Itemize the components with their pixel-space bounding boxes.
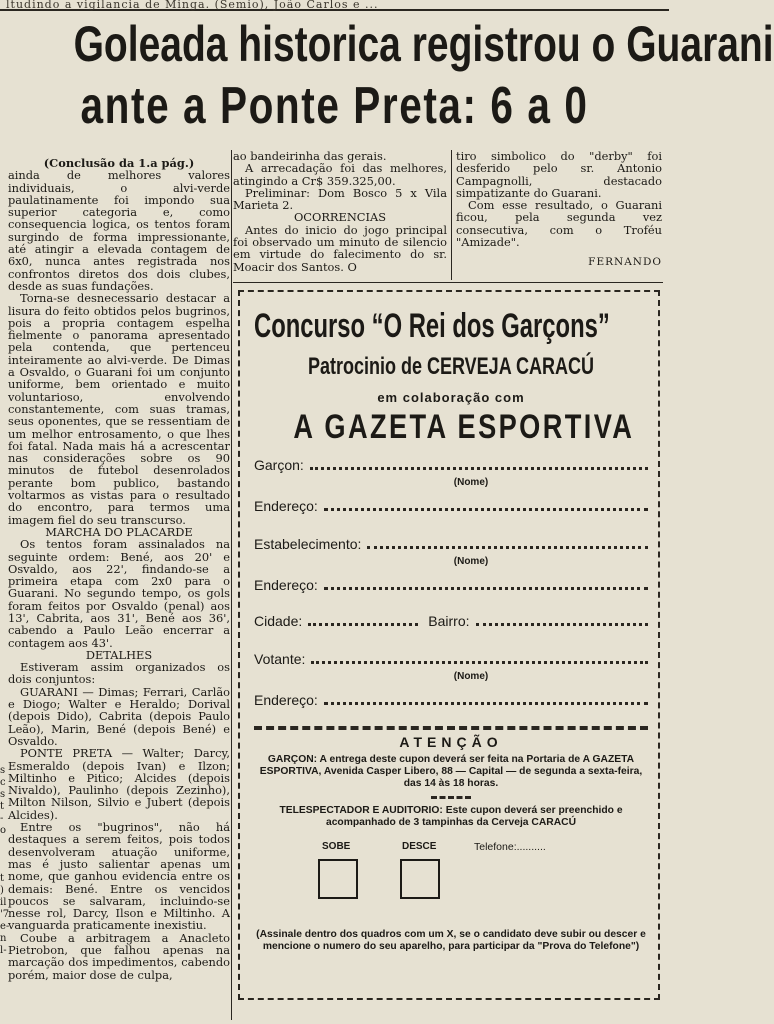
paragraph: ao bandeirinha das gerais. [233, 149, 387, 163]
paragraph: ainda de melhores valores individuais, o alvi-verde paulatinamente foi impondo sua superior categoria e, como consequencia logica, os tentos foram surgindo de forma impressionante, até atingir a elevada contagem de 6x0, nunca antes registrada nos confrontos diretos dos dois clubes, desde as suas fundações. [8, 168, 230, 293]
section-rule [233, 282, 663, 283]
endereco-input-line[interactable] [324, 499, 648, 511]
nome-hint: (Nome) [453, 477, 489, 488]
garcon-input-line[interactable] [310, 458, 648, 470]
article-column-3 [456, 150, 662, 269]
estabelecimento-label: Estabelecimento: [254, 536, 362, 552]
headline-line-2: ante a Ponte Preta: 6 a 0 [80, 77, 589, 135]
section-heading-ocorrencias: OCORRENCIAS [293, 210, 387, 225]
vote-boxes [254, 841, 648, 921]
coupon-footnote: (Assinale dentro dos quadros com um X, se o candidato deve subir ou descer e mencione o numero do seu aparelho, para participar da "Prova do Telefone") [256, 929, 646, 952]
lineup-guarani: GUARANI — Dimas; Ferrari, Carlão e Diogo; Walter e Heraldo; Dorival (depois Dido), Cabrita (depois Paulo Leão), Marin, Bené (depois Bené) e Osvaldo. [8, 684, 230, 748]
estabelecimento-input-line[interactable] [367, 537, 648, 549]
votante-field[interactable] [254, 651, 648, 673]
desce-label: DESCE [402, 841, 437, 852]
coupon-paper-name: A GAZETA ESPORTIVA [293, 408, 635, 446]
endereco-input-line[interactable] [324, 693, 648, 705]
telespectador-instructions: TELESPECTADOR E AUDITORIO: Este cupon deverá ser preenchido e acompanhado de 3 tampinhas da Cerveja CARACÚ [279, 805, 623, 828]
votante-input-line[interactable] [311, 652, 648, 664]
coupon-divider [254, 726, 648, 730]
paragraph: Coube a arbitragem a Anacleto Pietrobon, que falhou apenas na marcação dos impedimentos, cabendo porém, maior dose de culpa, [8, 930, 230, 982]
endereco-label: Endereço: [254, 498, 318, 514]
cidade-input-line[interactable] [308, 614, 418, 626]
headline-line-1: Goleada historica registrou o Guarani [73, 16, 774, 72]
endereco-field[interactable] [254, 692, 648, 714]
endereco-label: Endereço: [254, 577, 318, 593]
paragraph: tiro simbolico do "derby" foi desferido pelo sr. Antonio Campagnolli, destacado simpatizante do Guarani. [456, 149, 662, 200]
section-heading-marcha: MARCHA DO PLACARDE [45, 524, 193, 539]
sobe-label: SOBE [322, 841, 351, 852]
estabelecimento-field[interactable] [254, 536, 648, 558]
paragraph: Entre os "bugrinos", não há destaques a serem feitos, pois todos desenvolveram atuação uniforme, mas é justo salientar apenas um nome, que ganhou evidencia entre os demais: Bené. Entre os vencidos poucos se salvaram, incluindo-se nesse rol, Darcy, Ilson e Miltinho. A vanguarda praticamente inexistiu. [8, 820, 230, 933]
lineup-ponte-preta: PONTE PRETA — Walter; Darcy, Esmeraldo (depois Ivan) e Ilzon; Miltinho e Pitico; Alcides (depois Nivaldo), Paulinho (depois Zezinho), Milton Nilson, Silvio e Jubert (depois Alcides). [8, 746, 230, 822]
garcon-instructions: GARÇON: A entrega deste cupon deverá ser feita na Portaria de A GAZETA ESPORTIVA, Avenida Casper Libero, 88 — Capital — de segunda a sexta-feira, das 14 às 18 horas. [259, 754, 643, 789]
paragraph: Torna-se desnecessario destacar a lisura do feito obtidos pelos bugrinos, pois a propria contagem espelha fielmente o panorama apresentado pela contenda, que pertenceu inteiramente ao alvi-verde. De Dimas a Osvaldo, o Guarani foi um conjunto uniforme, bem orientado e muito voluntarioso, envolvendo constantemente, com suas tramas, seus oponentes, que se ressentiam de um melhor entrosamento, o que lhes foi fatal. Nada mais há a acrescentar nas considerações sobre os 90 minutos de futebol desenrolados perante bom publico, bastando voltarmos as vistas para o resultado do encontro, para termos uma imagem fiel do seu transcurso. [8, 291, 230, 527]
author-signature: FERNANDO [588, 256, 662, 269]
coupon-sponsor: Patrocinio de CERVEJA CARACÚ [307, 353, 595, 380]
endereco-input-line[interactable] [324, 578, 648, 590]
left-margin-fragments: s c s t - o t ) il '7 e- n l- [0, 765, 10, 956]
nome-hint: (Nome) [453, 556, 489, 567]
garcon-label: Garçon: [254, 457, 304, 473]
telefone-field[interactable]: Telefone:.......... [474, 841, 546, 853]
small-divider [431, 796, 471, 799]
conclusion-note: (Conclusão da 1.a pág.) [43, 156, 195, 170]
atencao-heading: ATENÇÃO [399, 734, 503, 750]
paragraph: Antes do inicio do jogo principal foi observado um minuto de silencio em virtude do falecimento do sr. Moacir dos Santos. O [233, 222, 447, 274]
paragraph: A arrecadação foi das melhores, atingindo a Cr$ 359.325,00. [233, 161, 447, 188]
nome-hint: (Nome) [453, 671, 489, 682]
sobe-checkbox[interactable] [318, 859, 358, 899]
bairro-input-line[interactable] [476, 614, 649, 626]
cidade-bairro-row [254, 613, 648, 635]
garcon-field[interactable] [254, 457, 648, 479]
article-column-2 [233, 150, 447, 273]
endereco-field[interactable] [254, 498, 648, 520]
section-heading-detalhes: DETALHES [85, 647, 153, 662]
article-column-1 [8, 157, 230, 981]
endereco-label: Endereço: [254, 692, 318, 708]
headline [73, 14, 774, 138]
column-rule [231, 150, 232, 1020]
paragraph: Preliminar: Dom Bosco 5 x Vila Marieta 2. [233, 185, 447, 213]
top-strip: ltudindo a vigilancia de Minga. (Semio), João Carlos e ... [0, 0, 669, 11]
paragraph: Os tentos foram assinalados na seguinte ordem: Bené, aos 20' e Osvaldo, aos 22', findando-se a primeira etapa com 2x0 para o Guarani. No segundo tempo, os gols foram feitos por Osvaldo (penal) aos 13', Cabrita, aos 31', Bené aos 36', cabendo a Paulo Leão encerrar a contagem aos 43'. [8, 537, 230, 650]
column-rule [451, 150, 452, 280]
coupon-collab: em colaboração com [377, 390, 525, 405]
paragraph: Estiveram assim organizados os dois conjuntos: [8, 660, 230, 687]
paragraph: Com esse resultado, o Guarani ficou, pela segunda vez consecutiva, com o Troféu "Amizade". [456, 198, 662, 250]
votante-label: Votante: [254, 651, 306, 667]
endereco-field[interactable] [254, 577, 648, 599]
coupon-title: Concurso “O Rei dos Garçons” [254, 307, 610, 345]
desce-checkbox[interactable] [400, 859, 440, 899]
coupon-ad [238, 290, 660, 1000]
cidade-label: Cidade: [254, 613, 303, 629]
bairro-label: Bairro: [428, 613, 470, 629]
